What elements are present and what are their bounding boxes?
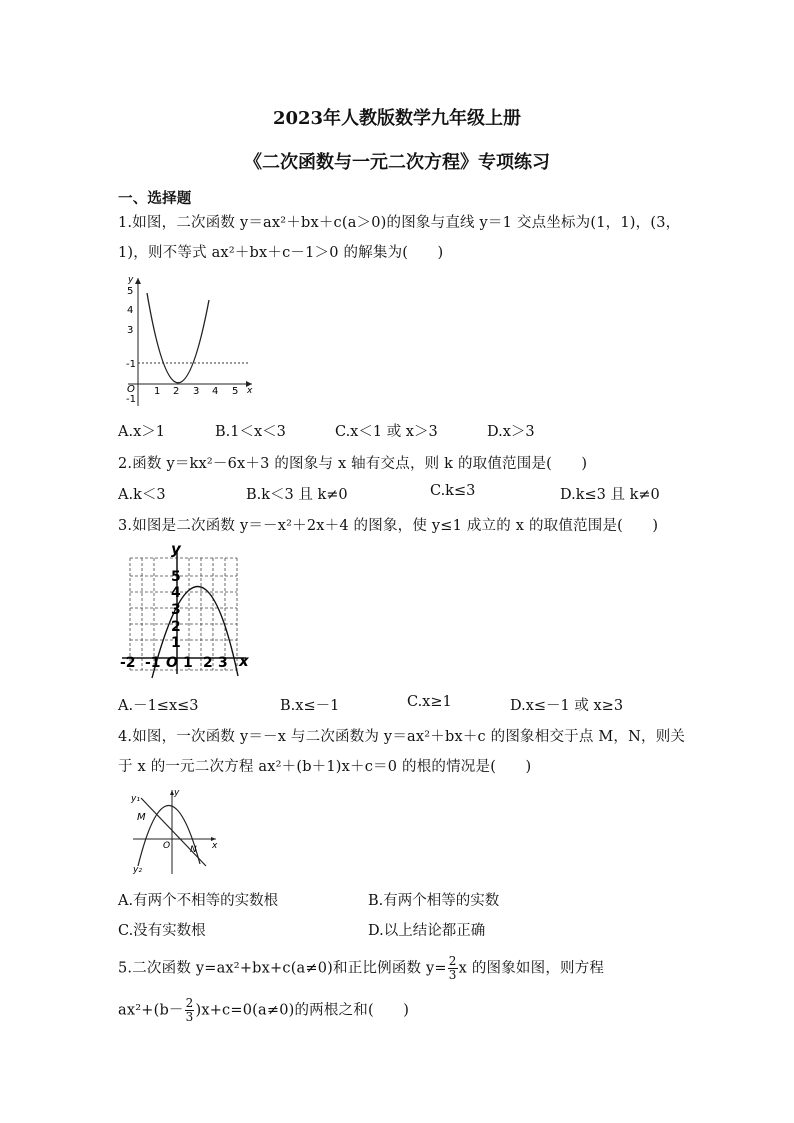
q4-label-m: M <box>137 812 146 823</box>
q1-x-label: x <box>247 386 253 396</box>
q3-ytick: 5 <box>171 569 181 585</box>
q3-xtick: 2 <box>203 655 213 671</box>
q3-ytick: 1 <box>171 635 181 651</box>
q2-option-b: B.k＜3 且 k≠0 <box>246 487 348 503</box>
q4-option-d: D.以上结论都正确 <box>368 923 486 939</box>
q1-y-arrow <box>135 278 141 284</box>
q1-graph <box>118 272 258 412</box>
q1-option-c: C.x＜1 或 x＞3 <box>335 424 438 440</box>
q4-text-line1: 4.如图，一次函数 y＝－x 与二次函数为 y＝ax²＋bx＋c 的图象相交于点 M，N，则关 <box>118 729 686 745</box>
q4-y-label: y <box>174 788 180 798</box>
q4-label-n: N <box>190 845 197 855</box>
q1-option-a: A.x＞1 <box>118 424 165 440</box>
section-heading: 一、选择题 <box>118 190 192 207</box>
q4-label-y1: y₁ <box>131 794 140 804</box>
q1-ytick: 5 <box>127 286 134 297</box>
q5-fraction-1 <box>448 955 458 982</box>
q2-option-a: A.k＜3 <box>118 487 166 503</box>
q1-ytick: 3 <box>127 325 134 336</box>
q3-option-d: D.x≤－1 或 x≥3 <box>510 698 624 714</box>
q1-option-d: D.x＞3 <box>487 424 535 440</box>
q3-y-label: y <box>171 540 181 558</box>
q2-option-c: C.k≤3 <box>430 483 476 499</box>
q4-graph <box>128 786 228 876</box>
q3-ytick: 4 <box>171 585 181 601</box>
q1-xtick: 4 <box>212 386 219 397</box>
document-subtitle: 《二次函数与一元二次方程》专项练习 <box>244 152 550 173</box>
q3-option-c: C.x≥1 <box>407 694 452 710</box>
q1-origin: O <box>127 384 135 395</box>
q5-text-part4: )x+c=0(a≠0)的两根之和( ) <box>195 1002 410 1019</box>
q3-ytick: 3 <box>171 602 181 618</box>
q4-linear-line <box>141 798 206 866</box>
q2-text-line1: 2.函数 y＝kx²－6x＋3 的图象与 x 轴有交点，则 k 的取值范围是( ) <box>118 456 588 472</box>
q3-graph <box>118 540 258 680</box>
q1-xtick: 1 <box>154 386 161 397</box>
q4-label-y2: y₂ <box>133 865 142 875</box>
q1-xtick: 2 <box>173 386 180 397</box>
q3-origin: O <box>166 655 178 671</box>
q5-text-part3: ax²+(b－ <box>118 1002 184 1019</box>
q3-xtick: 3 <box>218 655 228 671</box>
q4-x-label: x <box>212 841 218 851</box>
q1-ytick: -1 <box>126 394 136 405</box>
q3-option-a: A.－1≤x≤3 <box>118 698 199 714</box>
q4-option-b: B.有两个相等的实数 <box>368 893 500 909</box>
q4-text-line2: 于 x 的一元二次方程 ax²＋(b＋1)x＋c＝0 的根的情况是( ) <box>118 759 532 775</box>
q3-text-line1: 3.如图是二次函数 y＝－x²＋2x＋4 的图象，使 y≤1 成立的 x 的取值范围是( ) <box>118 518 659 534</box>
q1-y-label: y <box>128 275 134 285</box>
q3-xtick: 1 <box>183 655 193 671</box>
document-title: 2023年人教版数学九年级上册 <box>272 108 522 129</box>
q5-text-part2: x 的图象如图，则方程 <box>458 960 605 977</box>
q5-text-line2 <box>118 997 409 1024</box>
q1-parabola <box>147 293 209 383</box>
q5-frac-den: 3 <box>185 1010 194 1024</box>
q1-xtick: 5 <box>232 386 239 397</box>
q4-option-c: C.没有实数根 <box>118 923 206 939</box>
q5-frac-num: 2 <box>185 996 194 1010</box>
q1-ytick: 4 <box>127 305 134 316</box>
q4-origin: O <box>163 841 171 851</box>
q3-xtick: -2 <box>120 655 136 671</box>
q1-ytick: -1 <box>126 359 136 370</box>
q1-xtick: 3 <box>193 386 200 397</box>
q3-xtick: -1 <box>145 655 161 671</box>
q4-parabola <box>138 805 200 866</box>
q1-text-line2: 1)，则不等式 ax²＋bx＋c－1＞0 的解集为( ) <box>118 245 444 261</box>
q1-text-line1: 1.如图，二次函数 y＝ax²＋bx＋c(a＞0)的图象与直线 y＝1 交点坐标为(1，1)，(3， <box>118 215 681 231</box>
q5-frac-num: 2 <box>448 954 457 968</box>
q5-fraction-2 <box>185 997 195 1024</box>
q5-text-line1 <box>118 955 604 982</box>
q1-option-b: B.1＜x＜3 <box>215 424 286 440</box>
q3-ytick: 2 <box>171 619 181 635</box>
q2-option-d: D.k≤3 且 k≠0 <box>560 487 660 503</box>
q5-text-part1: 5.二次函数 y=ax²+bx+c(a≠0)和正比例函数 y= <box>118 960 447 977</box>
q5-frac-den: 3 <box>448 968 457 982</box>
q3-x-label: x <box>239 652 249 670</box>
q3-option-b: B.x≤－1 <box>280 698 340 714</box>
q4-option-a: A.有两个不相等的实数根 <box>118 893 279 909</box>
